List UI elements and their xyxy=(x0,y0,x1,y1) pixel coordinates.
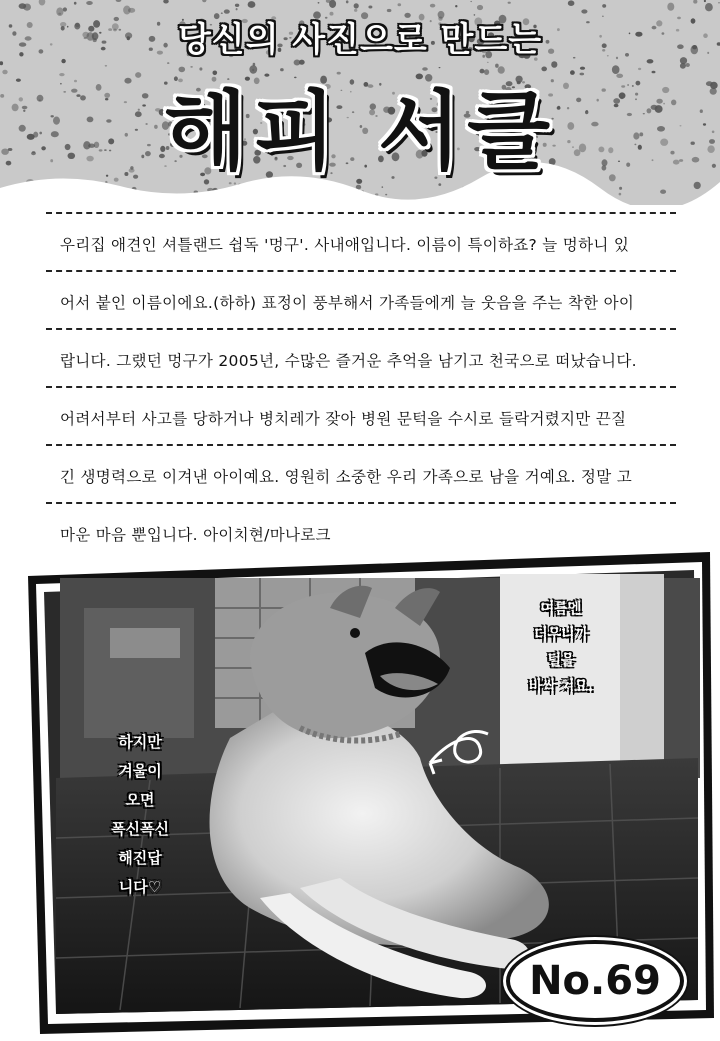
issue-number: No.69 xyxy=(529,958,661,1004)
speckle xyxy=(23,4,31,11)
speckle xyxy=(619,187,622,190)
story-line xyxy=(46,386,676,444)
speckle xyxy=(346,0,349,3)
speckle xyxy=(667,3,674,11)
caption-line: 털을 xyxy=(547,653,575,669)
caption-line: 바싹 쳐요. xyxy=(528,679,594,695)
caption-line: 더우니까 xyxy=(533,627,589,643)
story-line-text: 어려서부터 사고를 당하거나 병치레가 잦아 병원 문턱을 수시로 들락거렸지만 끈질 xyxy=(60,410,627,428)
header-title: 해피 서클 xyxy=(163,82,557,182)
story-line-text: 어서 붙인 이름이에요.(하하) 표정이 풍부해서 가족들에게 늘 웃음을 주는 착한 아이 xyxy=(60,294,635,312)
speckle xyxy=(318,2,320,4)
caption-line: 니다♡ xyxy=(118,878,162,896)
speckle xyxy=(477,5,483,10)
speckle xyxy=(74,2,77,5)
issue-number-badge xyxy=(506,940,684,1022)
header-subtitle: 당신의 사진으로 만드는 xyxy=(177,20,543,60)
speckle xyxy=(354,3,359,8)
caption-winter xyxy=(70,728,210,902)
speckle xyxy=(385,194,387,196)
speckle xyxy=(368,6,372,9)
caption-line: 오면 xyxy=(125,791,155,809)
caption-line: 여름엔 xyxy=(540,601,582,617)
speckle xyxy=(470,1,472,2)
speckle xyxy=(704,0,706,2)
caption-line: 해진답 xyxy=(118,849,162,867)
story-line-text: 긴 생명력으로 이겨낸 아이예요. 영원히 소중한 우리 가족으로 남을 거예요. 정말 고 xyxy=(60,468,632,486)
speckle xyxy=(430,4,435,8)
caption-summer xyxy=(496,596,626,700)
speckle xyxy=(455,5,457,7)
speckle xyxy=(398,3,402,6)
caption-line: 겨울이 xyxy=(118,762,162,780)
caption-line: 폭신폭신 xyxy=(111,820,169,838)
header-banner xyxy=(0,0,720,205)
speckle xyxy=(602,4,606,8)
speckle xyxy=(568,0,575,6)
speckle xyxy=(660,190,666,194)
speckle xyxy=(619,193,622,196)
photo-frame xyxy=(0,548,720,1041)
story-text xyxy=(46,212,676,560)
story-line xyxy=(46,212,676,270)
story-line-text: 마운 마음 뿐입니다. 아이치현/마나로크 xyxy=(60,526,331,544)
speckle xyxy=(235,4,239,7)
speckle xyxy=(236,8,238,10)
caption-line: 하지만 xyxy=(118,733,162,751)
story-line-text: 랍니다. 그랬던 멍구가 2005년, 수많은 즐거운 추억을 남기고 천국으로 떠났습니다. xyxy=(60,352,637,370)
story-line xyxy=(46,444,676,502)
story-line xyxy=(46,328,676,386)
speckle xyxy=(248,1,256,8)
speckle xyxy=(86,1,93,5)
speckle xyxy=(382,186,384,188)
story-line xyxy=(46,270,676,328)
story-line-text: 우리집 애견인 셔틀랜드 쉽독 '멍구'. 사내애입니다. 이름이 특이하죠? 늘 멍하니 있 xyxy=(60,236,630,254)
speckle xyxy=(508,2,511,4)
speckle xyxy=(705,3,713,11)
